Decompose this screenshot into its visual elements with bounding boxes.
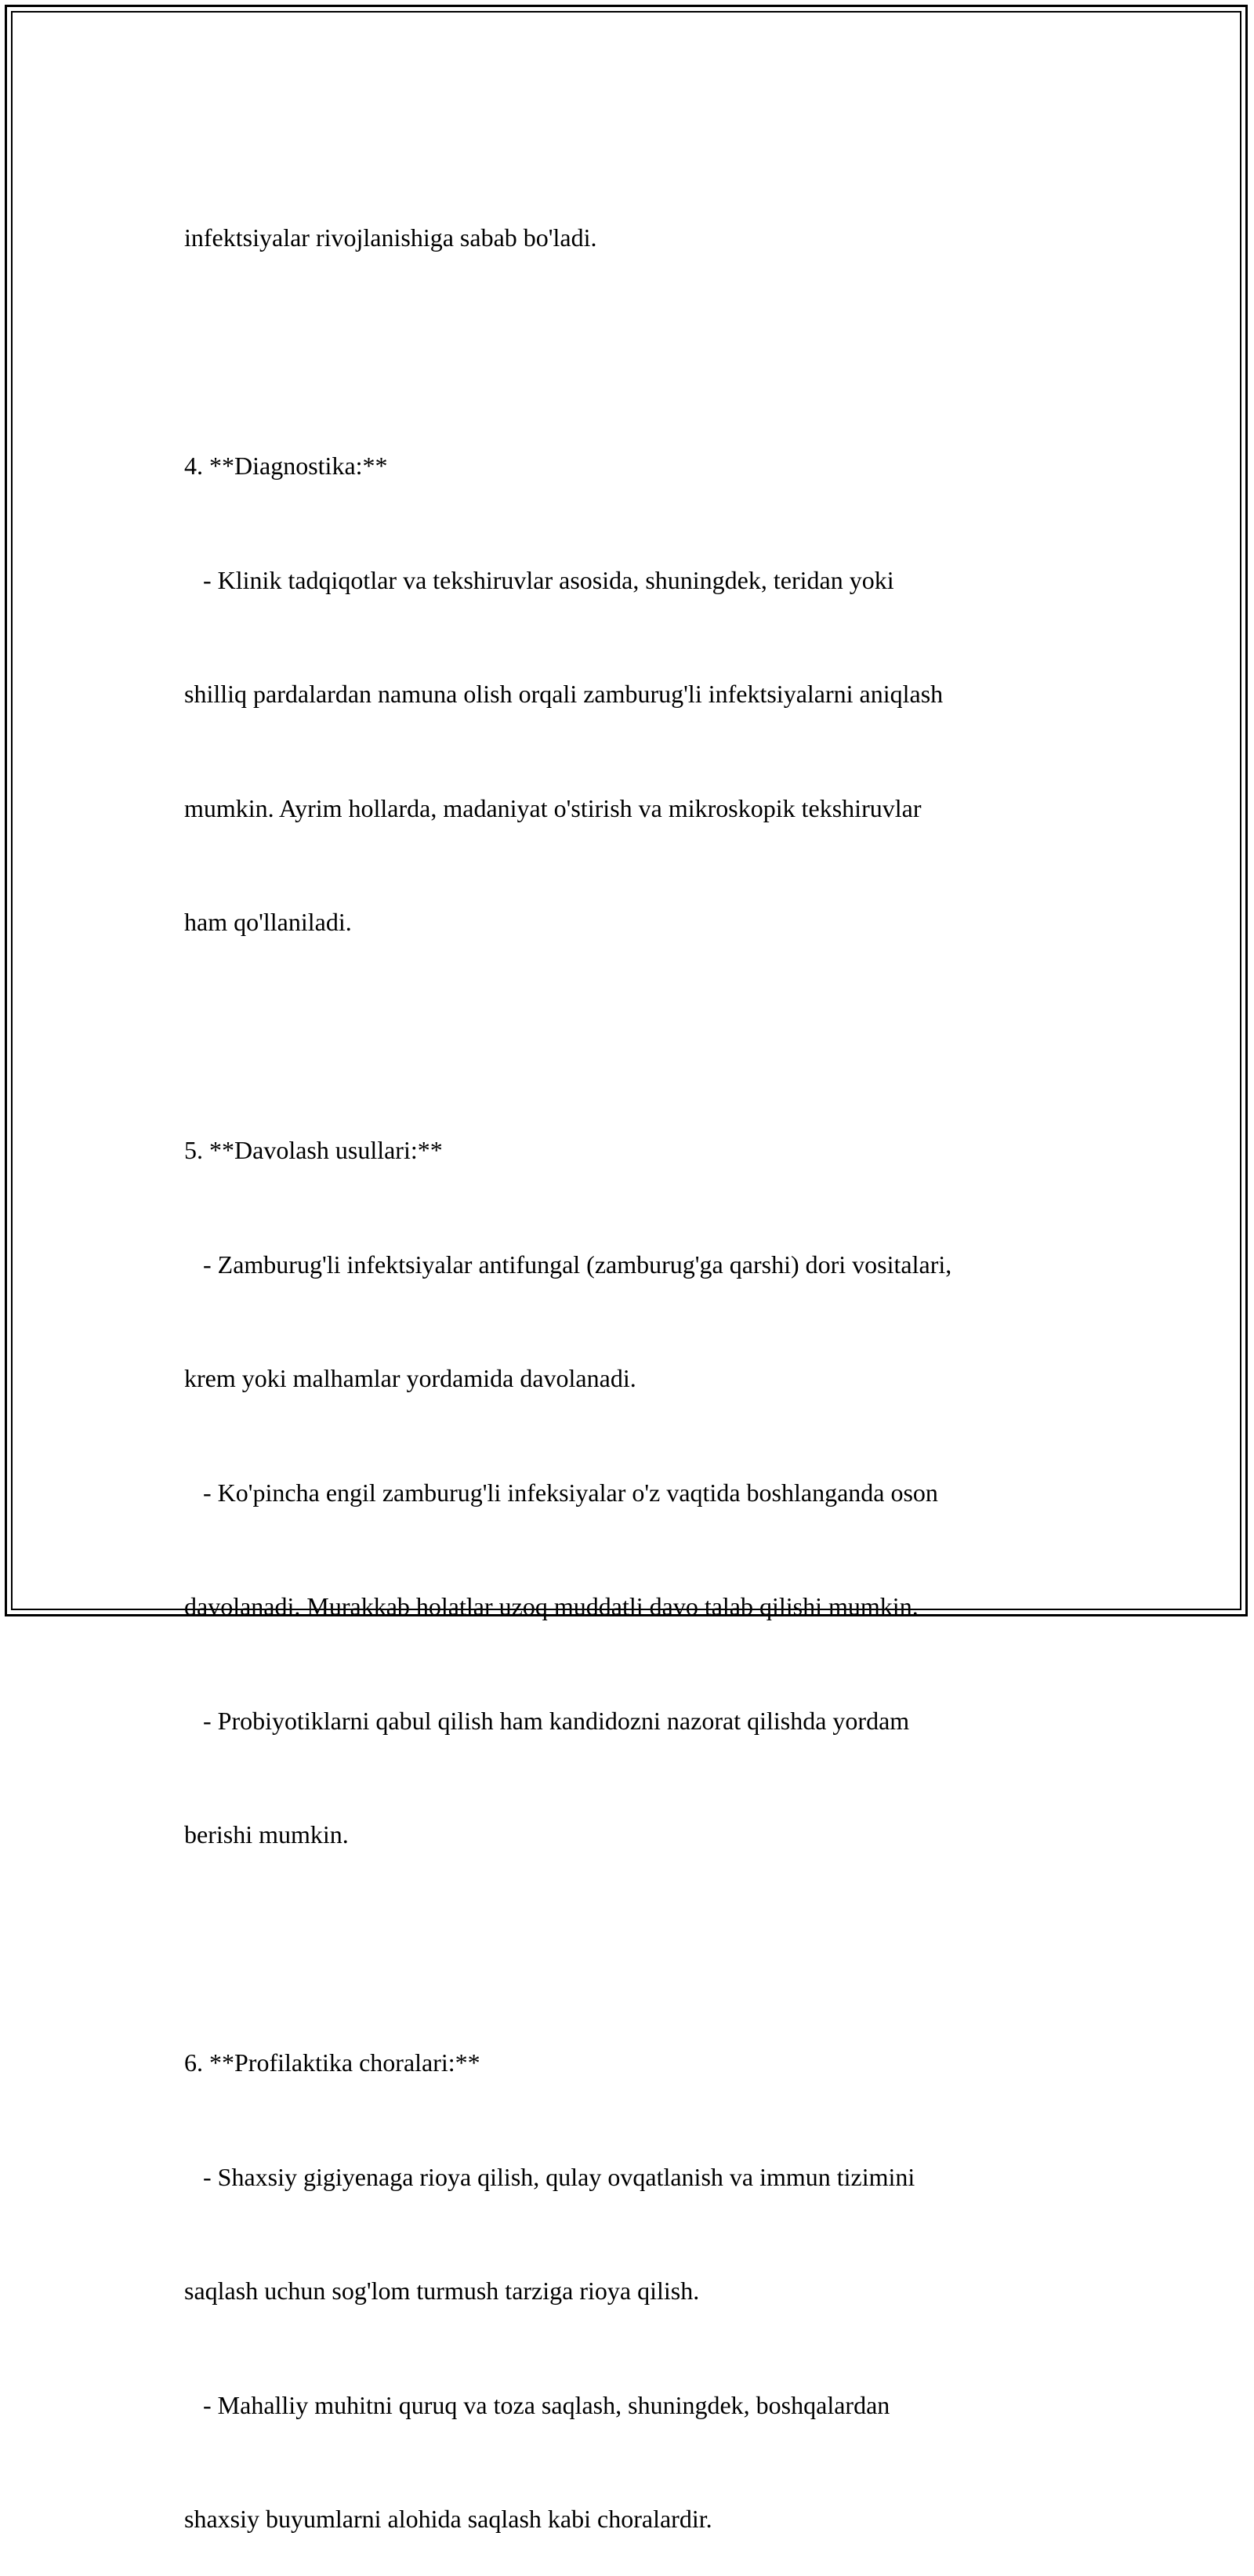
blank-line xyxy=(184,1018,1109,1056)
text-line: - Probiyotiklarni qabul qilish ham kandidozni nazorat qilishda yordam xyxy=(184,1706,910,1735)
text-line: ham qo'llaniladi. xyxy=(184,908,352,936)
text-line: - Klinik tadqiqotlar va tekshiruvlar asosida, shuningdek, teridan yoki xyxy=(184,565,894,594)
text-line: - Ko'pincha engil zamburug'li infeksiyalar o'z vaqtida boshlanganda oson xyxy=(184,1478,938,1507)
section-heading-davolash: 5. **Davolash usullari:** xyxy=(184,1136,443,1164)
text-line: mumkin. Ayrim hollarda, madaniyat o'stirish va mikroskopik tekshiruvlar xyxy=(184,793,922,822)
section-heading-profilaktika: 6. **Profilaktika choralari:** xyxy=(184,2048,480,2077)
section-heading-diagnostika: 4. **Diagnostika:** xyxy=(184,452,388,480)
text-line: berishi mumkin. xyxy=(184,1820,349,1849)
text-line: - Shaxsiy gigiyenaga rioya qilish, qulay ovqatlanish va immun tizimini xyxy=(184,2162,915,2191)
text-line: saqlash uchun sog'lom turmush tarziga rioya qilish. xyxy=(184,2277,700,2305)
text-line: - Mahalliy muhitni quruq va toza saqlash, shuningdek, boshqalardan xyxy=(184,2390,890,2419)
text-line: - Zamburug'li infektsiyalar antifungal (zamburug'ga qarshi) dori vositalari, xyxy=(184,1250,952,1279)
text-line: shilliq pardalardan namuna olish orqali zamburug'li infektsiyalarni aniqlash xyxy=(184,680,944,708)
text-line: infektsiyalar rivojlanishiga sabab bo'ladi. xyxy=(184,223,597,252)
blank-line xyxy=(184,1930,1109,1968)
blank-line xyxy=(184,333,1109,372)
text-line: shaxsiy buyumlarni alohida saqlash kabi choralardir. xyxy=(184,2505,712,2533)
text-line: krem yoki malhamlar yordamida davolanadi. xyxy=(184,1364,636,1392)
text-line: davolanadi. Murakkab holatlar uzoq muddatli davo talab qilishi mumkin. xyxy=(184,1592,919,1620)
document-body xyxy=(184,143,1109,2576)
